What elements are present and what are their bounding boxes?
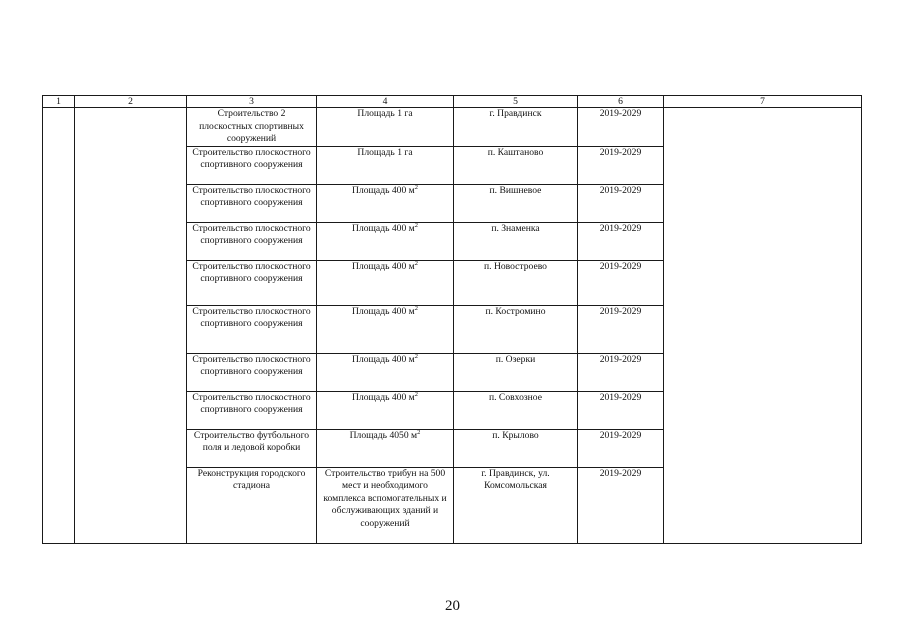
period-cell: 2019-2029 <box>578 429 664 467</box>
capacity-unit-superscript: 2 <box>414 184 418 191</box>
capacity-cell <box>317 353 454 391</box>
period-cell: 2019-2029 <box>578 391 664 429</box>
object-cell: Строительство плоскостного спортивного сооружения <box>187 222 317 260</box>
capacity-cell <box>317 108 454 147</box>
capacity-unit-superscript: 2 <box>414 260 418 267</box>
capacity-text: Строительство трибун на 500 мест и необходимого комплекса вспомогательных и обслуживающих зданий и сооружений <box>323 467 447 529</box>
object-cell: Строительство футбольного поля и ледовой коробки <box>187 429 317 467</box>
object-cell: Строительство плоскостного спортивного сооружения <box>187 353 317 391</box>
capacity-cell <box>317 260 454 305</box>
capacity-unit-superscript: 2 <box>414 222 418 229</box>
period-cell: 2019-2029 <box>578 305 664 353</box>
capacity-cell <box>317 146 454 184</box>
header-cell-7: 7 <box>664 96 862 108</box>
capacity-unit-superscript: 2 <box>417 429 421 436</box>
object-cell: Строительство 2 плоскостных спортивных сооружений <box>187 108 317 147</box>
capacity-text: Площадь 400 м <box>352 184 415 196</box>
col-1-merged-cell <box>43 108 75 544</box>
location-cell: п. Костромино <box>454 305 578 353</box>
capacity-text: Площадь 1 га <box>357 146 413 158</box>
location-cell: п. Озерки <box>454 353 578 391</box>
col-2-merged-cell <box>75 108 187 544</box>
capacity-unit-superscript: 2 <box>414 353 418 360</box>
period-cell: 2019-2029 <box>578 222 664 260</box>
location-cell: г. Правдинск <box>454 108 578 147</box>
capacity-unit-superscript: 2 <box>414 391 418 398</box>
period-cell: 2019-2029 <box>578 467 664 543</box>
capacity-text: Площадь 400 м <box>352 391 415 403</box>
header-cell-2: 2 <box>75 96 187 108</box>
period-cell: 2019-2029 <box>578 353 664 391</box>
header-cell-1: 1 <box>43 96 75 108</box>
location-cell: г. Правдинск, ул. Комсомольская <box>454 467 578 543</box>
location-cell: п. Знаменка <box>454 222 578 260</box>
capacity-cell <box>317 391 454 429</box>
period-cell: 2019-2029 <box>578 146 664 184</box>
table-row <box>43 108 862 147</box>
period-cell: 2019-2029 <box>578 184 664 222</box>
object-cell: Строительство плоскостного спортивного сооружения <box>187 146 317 184</box>
header-cell-5: 5 <box>454 96 578 108</box>
capacity-cell <box>317 222 454 260</box>
capacity-cell <box>317 467 454 543</box>
capacity-cell <box>317 184 454 222</box>
object-cell: Строительство плоскостного спортивного сооружения <box>187 260 317 305</box>
period-cell: 2019-2029 <box>578 260 664 305</box>
capacity-text: Площадь 1 га <box>357 108 413 119</box>
location-cell: п. Совхозное <box>454 391 578 429</box>
object-cell: Строительство плоскостного спортивного сооружения <box>187 184 317 222</box>
facilities-table <box>42 95 862 544</box>
object-cell: Реконструкция городского стадиона <box>187 467 317 543</box>
capacity-text: Площадь 400 м <box>352 305 415 317</box>
capacity-cell <box>317 305 454 353</box>
location-cell: п. Новостроево <box>454 260 578 305</box>
header-cell-6: 6 <box>578 96 664 108</box>
capacity-text: Площадь 400 м <box>352 260 415 272</box>
location-cell: п. Каштаново <box>454 146 578 184</box>
period-cell: 2019-2029 <box>578 108 664 147</box>
header-cell-4: 4 <box>317 96 454 108</box>
location-cell: п. Вишневое <box>454 184 578 222</box>
location-cell: п. Крылово <box>454 429 578 467</box>
col-7-merged-cell <box>664 108 862 544</box>
page-number: 20 <box>445 598 460 614</box>
capacity-cell <box>317 429 454 467</box>
object-cell: Строительство плоскостного спортивного сооружения <box>187 305 317 353</box>
capacity-text: Площадь 400 м <box>352 353 415 365</box>
capacity-unit-superscript: 2 <box>414 305 418 312</box>
capacity-text: Площадь 4050 м <box>349 429 418 441</box>
header-cell-3: 3 <box>187 96 317 108</box>
table-header-row <box>43 96 862 108</box>
object-cell: Строительство плоскостного спортивного сооружения <box>187 391 317 429</box>
capacity-text: Площадь 400 м <box>352 222 415 234</box>
